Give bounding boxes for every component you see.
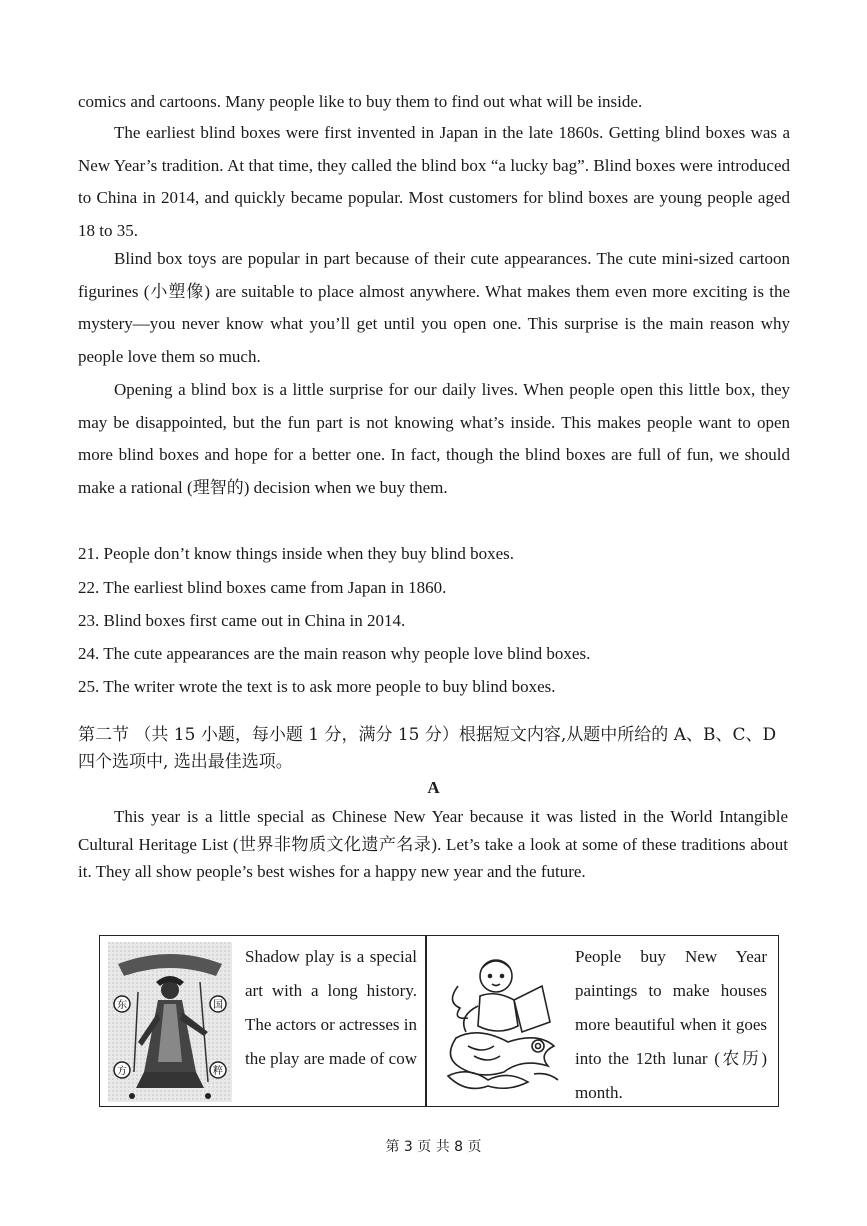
shadow-image-char-0: 东: [117, 1000, 127, 1011]
traditions-table: [99, 935, 779, 1107]
passage-letter: A: [427, 778, 440, 797]
shadow-image-char-1: 国: [213, 1000, 223, 1011]
shadow-play-description: Shadow play is a special art with a long history. The actors or actresses in the play are made of cow: [245, 947, 417, 1068]
passage-paragraph-2: Blind box toys are popular in part because of their cute appearances. The cute mini-sized cartoon figurines (小塑像) are suitable to place almost anywhere. What makes them even more exciting is the mystery—you never know what you’ll get until you open one. This surprise is the main reason why people love them so much.: [78, 249, 790, 366]
page-footer: 第 3 页 共 8 页: [385, 1139, 482, 1155]
shadow-image-char-2: 方: [117, 1066, 127, 1077]
new-year-paintings-description: People buy New Year paintings to make houses more beautiful when it goes into the 12th lunar (农历) month.: [575, 947, 767, 1102]
passage-a-intro: This year is a little special as Chinese New Year because it was listed in the World Intangible Cultural Heritage List (世界非物质文化遗产名录). Let’s take a look at some of these traditions about it. They all show people’s best wishes for a happy new year and the future.: [78, 807, 788, 881]
shadow-image-char-3: 粹: [213, 1066, 223, 1077]
statement-22: 22. The earliest blind boxes came from Japan in 1860.: [78, 578, 447, 597]
shadow-puppet-figure-icon: [108, 942, 232, 1102]
statement-23: 23. Blind boxes first came out in China in 2014.: [78, 611, 406, 630]
statement-24: 24. The cute appearances are the main reason why people love blind boxes.: [78, 644, 591, 663]
child-with-fish-new-year-painting-icon: [438, 946, 568, 1096]
table-divider: [425, 936, 427, 1106]
section-heading: 第二节 （共 15 小题，每小题 1 分，满分 15 分）根据短文内容,从题中所给的 A、B、C、D 四个选项中, 选出最佳选项。: [78, 725, 777, 772]
passage-paragraph-1: The earliest blind boxes were first invented in Japan in the late 1860s. Getting blind boxes was a New Year’s tradition. At that time, they called the blind box “a lucky bag”. Blind boxes were introduced to China in 2014, and quickly became popular. Most customers for blind boxes are young people aged 18 to 35.: [78, 123, 790, 240]
passage-paragraph-3: Opening a blind box is a little surprise for our daily lives. When people open this little box, they may be disappointed, but the fun part is not knowing what’s inside. This makes people want to open more blind boxes and hope for a better one. In fact, though the blind boxes are full of fun, we should make a rational (理智的) decision when we buy them.: [78, 380, 790, 497]
statement-21: 21. People don’t know things inside when they buy blind boxes.: [78, 544, 514, 563]
statement-25: 25. The writer wrote the text is to ask more people to buy blind boxes.: [78, 677, 556, 696]
passage-paragraph-0: comics and cartoons. Many people like to buy them to find out what will be inside.: [78, 92, 643, 111]
